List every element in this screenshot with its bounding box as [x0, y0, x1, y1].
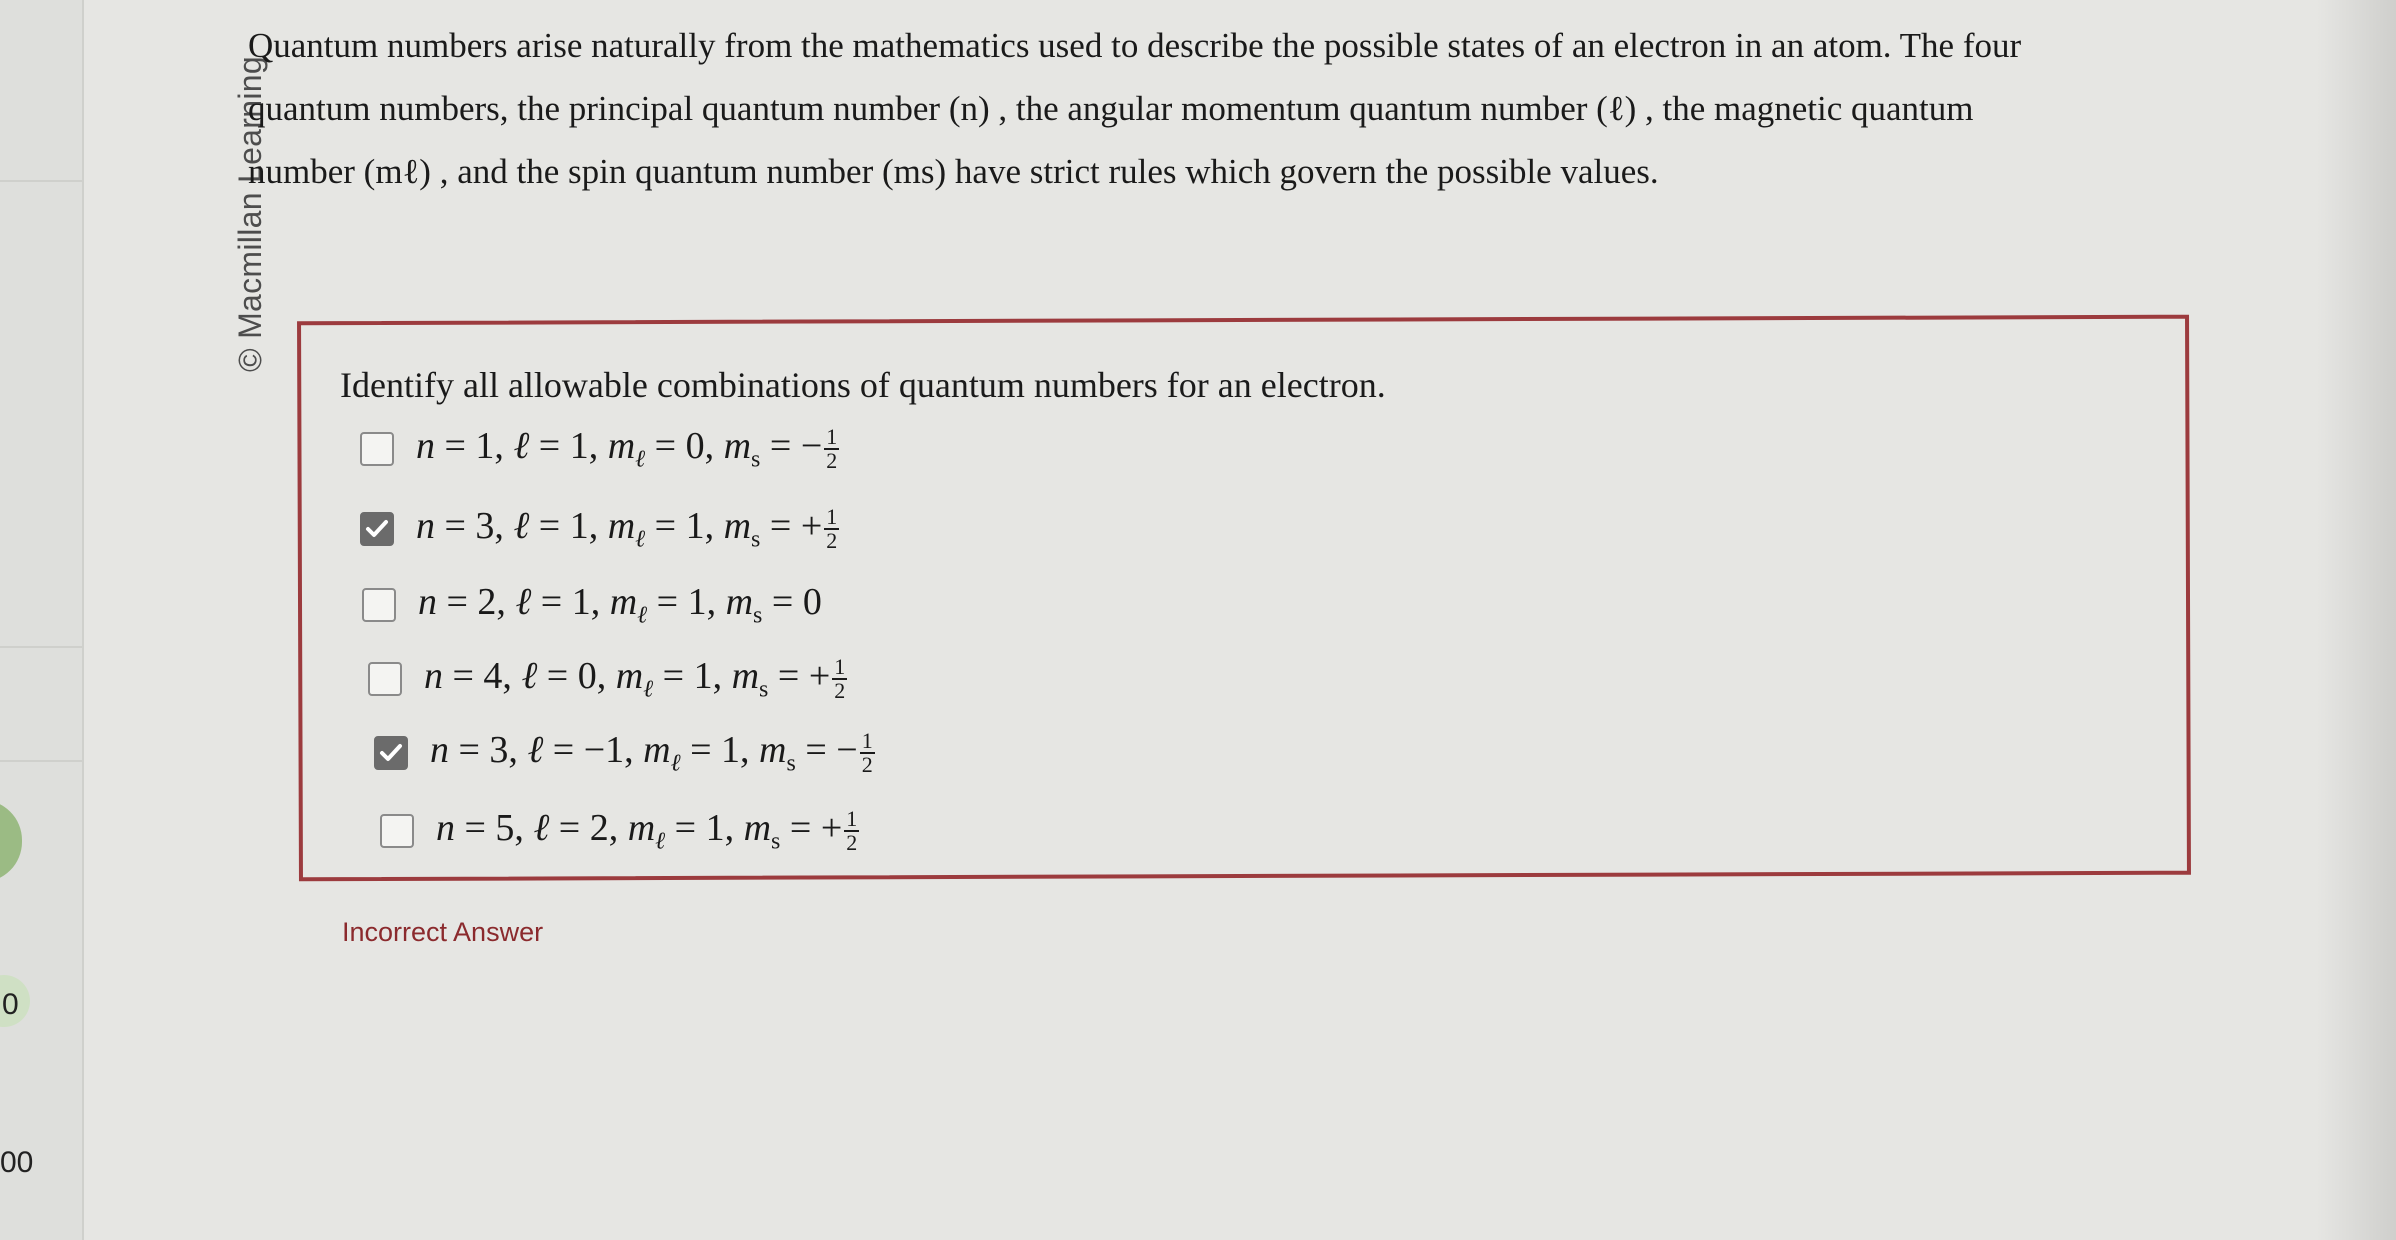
answer-checkbox[interactable] — [360, 512, 394, 546]
fraction: $\frac{1}{2}$ — [861, 728, 873, 778]
left-navigation-strip — [0, 0, 84, 1240]
feedback-message: Incorrect Answer — [342, 917, 544, 947]
answer-checkbox[interactable] — [362, 588, 396, 622]
score-bottom: 00 — [0, 1146, 34, 1179]
intro-paragraph — [248, 14, 2258, 203]
fraction: $\frac{1}{2}$ — [826, 504, 838, 554]
answer-checkbox[interactable] — [360, 432, 394, 466]
answer-option[interactable] — [368, 654, 847, 704]
score-top: 0 — [2, 988, 19, 1021]
intro-line-2: quantum numbers, the principal quantum number (n) , the angular momentum quantum number (ℓ) , the magnetic quantum — [248, 89, 1974, 128]
nav-divider — [0, 646, 82, 648]
fraction: $\frac{1}{2}$ — [834, 654, 846, 704]
quantum-number-set: n = 2, ℓ = 1, $m_\ell = 1$, $m_s = 0$ — [418, 581, 822, 629]
fraction: $\frac{1}{2}$ — [846, 806, 858, 856]
checkmark-icon — [379, 742, 403, 764]
answer-checkbox[interactable] — [380, 814, 414, 848]
answer-option[interactable] — [374, 728, 875, 778]
nav-divider — [0, 760, 82, 762]
intro-line-1: Quantum numbers arise naturally from the mathematics used to describe the possible states of an electron in an atom. The four — [248, 26, 2022, 65]
question-prompt: Identify all allowable combinations of quantum numbers for an electron. — [340, 365, 1386, 405]
intro-line-3: number (mℓ) , and the spin quantum number (ms) have strict rules which govern the possible values. — [248, 152, 1659, 191]
answer-option[interactable] — [380, 806, 859, 856]
quantum-number-set: n = 5, ℓ = 2, $m_\ell = 1$, $m_s$ = + $\frac{1}{2}$ — [436, 806, 858, 856]
quantum-number-set: n = 3, ℓ = 1, $m_\ell = 1$, $m_s$ = + $\frac{1}{2}$ — [416, 504, 838, 554]
quantum-number-set: n = 4, ℓ = 0, $m_\ell = 1$, $m_s$ = + $\frac{1}{2}$ — [424, 654, 846, 704]
checkmark-icon — [365, 518, 389, 540]
copyright-label: © Macmillan Learning — [232, 56, 268, 372]
nav-divider — [0, 180, 82, 182]
fraction: $\frac{1}{2}$ — [826, 424, 838, 474]
answer-option[interactable] — [362, 580, 822, 630]
edge-shadow — [2316, 0, 2396, 1240]
answer-checkbox[interactable] — [374, 736, 408, 770]
answer-option[interactable] — [360, 504, 839, 554]
quantum-number-set: n = 1, ℓ = 1, $m_\ell = 0$, $m_s$ = − $\frac{1}{2}$ — [416, 424, 838, 474]
quantum-number-set: n = 3, ℓ = −1, $m_\ell = 1$, $m_s$ = − $\frac{1}{2}$ — [430, 728, 873, 778]
answer-option[interactable] — [360, 424, 839, 474]
progress-tab[interactable] — [0, 800, 22, 882]
answer-checkbox[interactable] — [368, 662, 402, 696]
